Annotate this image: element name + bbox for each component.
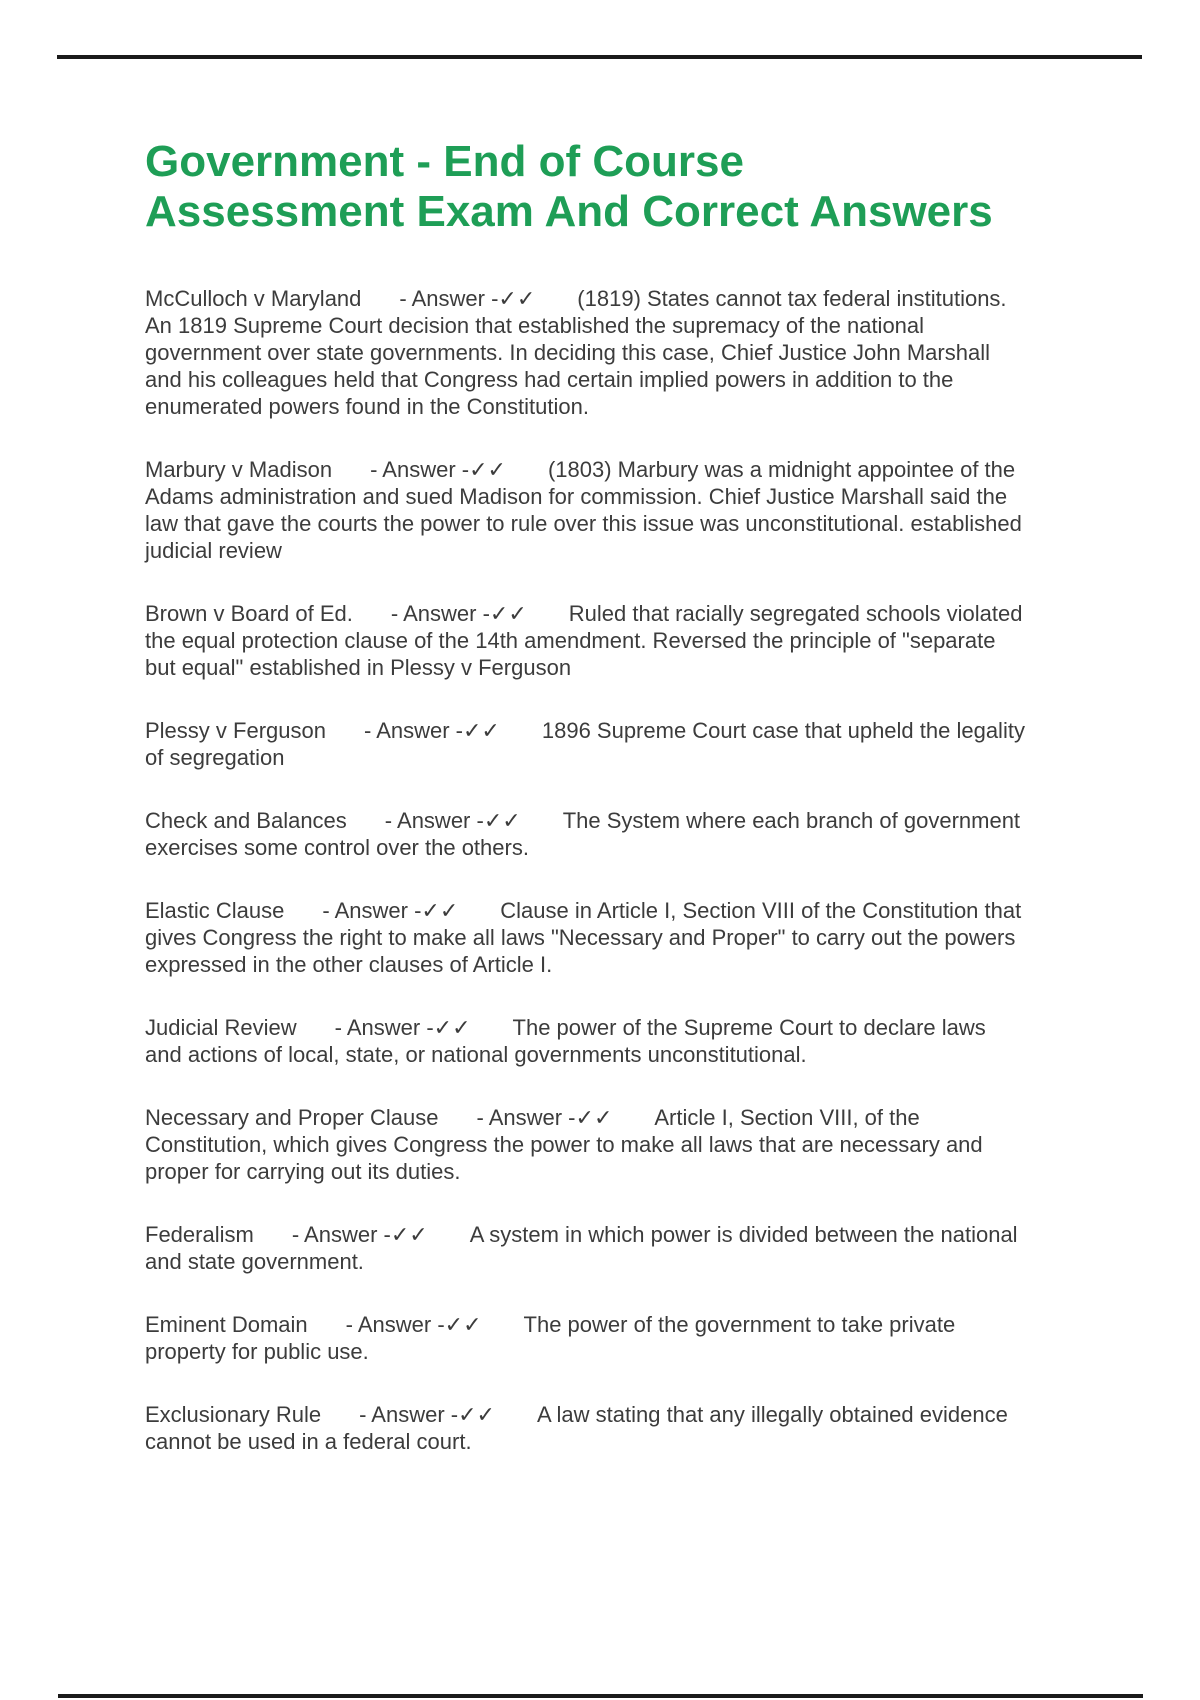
term-text: Check and Balances	[145, 808, 347, 833]
answer-separator: - Answer -✓✓	[390, 601, 527, 626]
definition-text: 1896 Supreme Court case that upheld the legality of segregation	[145, 718, 1025, 770]
page-title	[145, 137, 1025, 237]
qa-entry	[145, 285, 1025, 420]
answer-separator: - Answer -✓✓	[370, 457, 506, 482]
definition-text: Clause in Article I, Section VIII of the Constitution that gives Congress the right to make all laws "Necessary and Proper" to carry out the powers expressed in the other clauses of Article I.	[145, 898, 1022, 977]
bottom-rule	[58, 1694, 1143, 1698]
definition-text: The System where each branch of government exercises some control over the others.	[145, 808, 1021, 860]
term-text: Judicial Review	[145, 1015, 297, 1040]
qa-entry	[145, 1104, 1025, 1185]
term-text: Necessary and Proper Clause	[145, 1105, 439, 1130]
definition-text: A law stating that any illegally obtained evidence cannot be used in a federal court.	[145, 1402, 1008, 1454]
definition-text: Ruled that racially segregated schools violated the equal protection clause of the 14th amendment. Reversed the principle of "separate but equal" established in Plessy v Ferguson	[145, 601, 1023, 680]
term-text: Elastic Clause	[145, 898, 285, 923]
definition-text: The power of the Supreme Court to declare laws and actions of local, state, or national governments unconstitutional.	[145, 1015, 986, 1067]
qa-entry	[145, 807, 1025, 861]
qa-entry	[145, 1014, 1025, 1068]
qa-entry	[145, 1311, 1025, 1365]
term-text: Brown v Board of Ed.	[145, 601, 353, 626]
page-title-line-1: Government - End of Course	[145, 137, 744, 186]
page-title-line-2: Assessment Exam And Correct Answers	[145, 187, 993, 236]
qa-entry	[145, 897, 1025, 978]
qa-list	[145, 285, 1025, 1455]
answer-separator: - Answer -✓✓	[334, 1015, 471, 1040]
answer-separator: - Answer -✓✓	[345, 1312, 482, 1337]
term-text: Federalism	[145, 1222, 254, 1247]
qa-entry	[145, 1401, 1025, 1455]
answer-separator: - Answer -✓✓	[399, 286, 536, 311]
answer-separator: - Answer -✓✓	[291, 1222, 428, 1247]
answer-separator: - Answer -✓✓	[476, 1105, 613, 1130]
answer-separator: - Answer -✓✓	[322, 898, 459, 923]
answer-separator: - Answer -✓✓	[363, 718, 500, 743]
qa-entry	[145, 456, 1025, 564]
term-text: McCulloch v Maryland	[145, 286, 362, 311]
qa-entry	[145, 1221, 1025, 1275]
top-rule	[57, 55, 1142, 59]
term-text: Marbury v Madison	[145, 457, 333, 482]
definition-text: Article I, Section VIII, of the Constitution, which gives Congress the power to make all laws that are necessary and proper for carrying out its duties.	[145, 1105, 983, 1184]
term-text: Eminent Domain	[145, 1312, 308, 1337]
term-text: Exclusionary Rule	[145, 1402, 322, 1427]
document-content	[145, 137, 1025, 1491]
answer-separator: - Answer -✓✓	[359, 1402, 495, 1427]
qa-entry	[145, 600, 1025, 681]
term-text: Plessy v Ferguson	[145, 718, 326, 743]
qa-entry	[145, 717, 1025, 771]
definition-text: (1803) Marbury was a midnight appointee of the Adams administration and sued Madison for commission. Chief Justice Marshall said the law that gave the courts the power to rule over this issue was unconstitutional. established judicial review	[145, 457, 1022, 563]
definition-text: A system in which power is divided between the national and state government.	[145, 1222, 1018, 1274]
definition-text: (1819) States cannot tax federal institutions. An 1819 Supreme Court decision that established the supremacy of the national government over state governments. In deciding this case, Chief Justice John Marshall and his colleagues held that Congress had certain implied powers in addition to the enumerated powers found in the Constitution.	[145, 286, 1007, 419]
answer-separator: - Answer -✓✓	[384, 808, 521, 833]
definition-text: The power of the government to take private property for public use.	[145, 1312, 956, 1364]
